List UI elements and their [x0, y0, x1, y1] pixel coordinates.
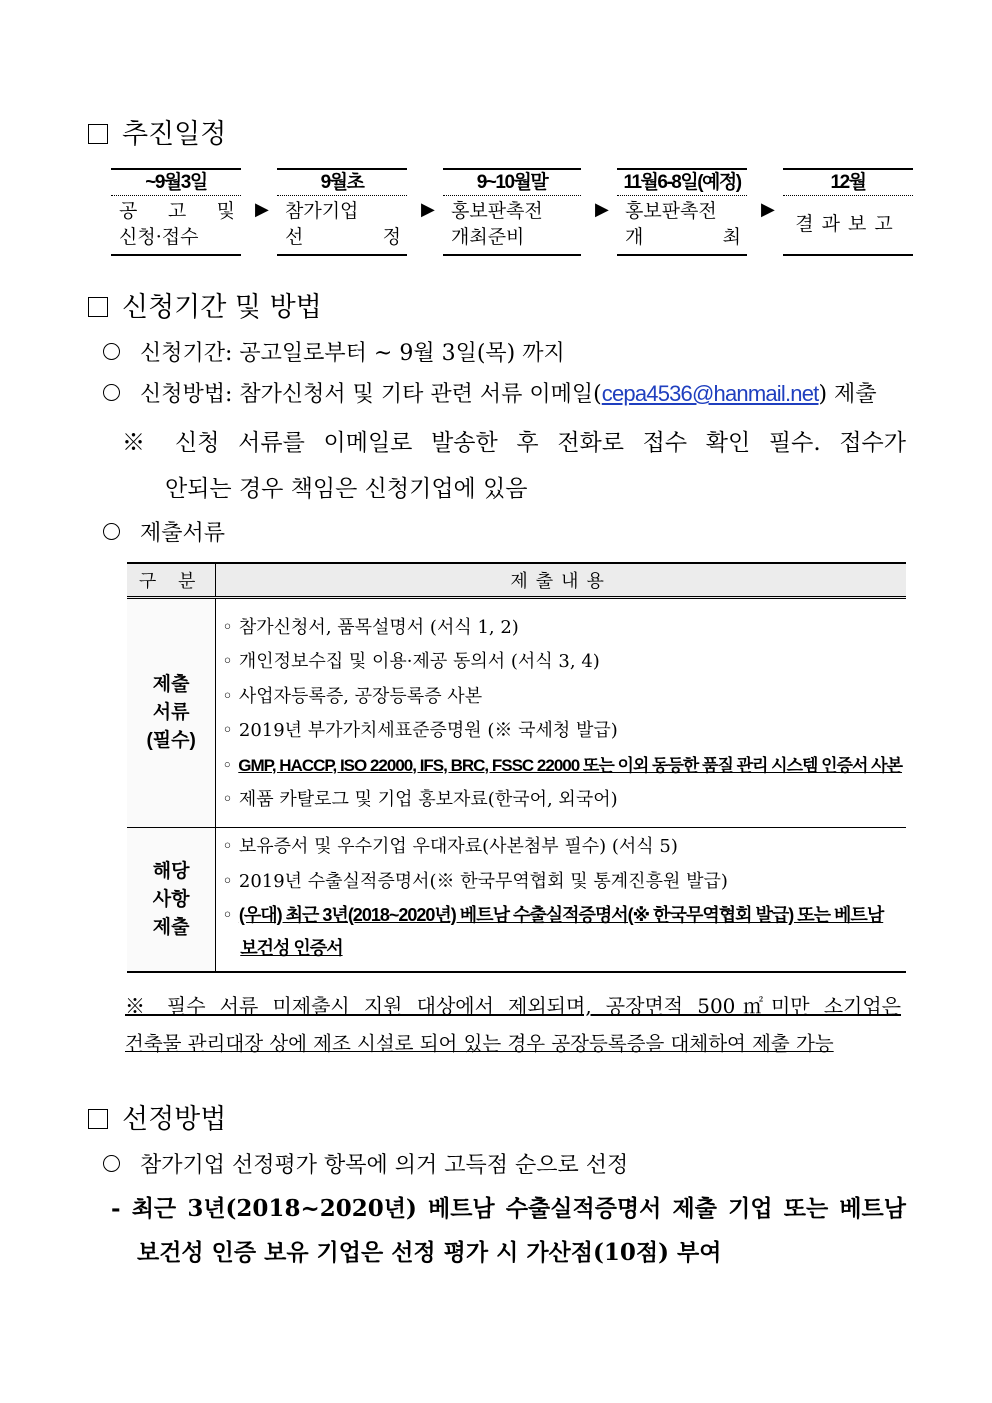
schedule-step-desc: 홍보판촉전 개최준비	[451, 200, 543, 248]
arrow-right-icon: ▶	[761, 199, 775, 220]
docs-heading: 제출서류	[103, 516, 225, 547]
list-item: ◦ 제품 카탈로그 및 기업 홍보자료(한국어, 외국어)	[222, 789, 618, 810]
circle-bullet-icon	[103, 343, 120, 360]
arrow-right-icon: ▶	[255, 199, 269, 220]
list-item: ◦ 사업자등록증, 공장등록증 사본	[222, 685, 483, 707]
schedule-step-date: 11월6-8일(예정)	[617, 170, 747, 196]
schedule-step-desc: 결과보고	[795, 213, 901, 235]
selection-sub-line2: 보건성 인증 보유 기업은 선정 평가 시 가산점(10점) 부여	[137, 1239, 722, 1266]
section-apply-heading: 신청기간 및 방법	[88, 285, 322, 324]
schedule-step-1	[111, 168, 241, 256]
list-item: ◦ 보유증서 및 우수기업 우대자료(사본첨부 필수) (서식 5)	[222, 836, 678, 857]
schedule-step-date: 9~10월말	[443, 170, 581, 196]
email-link[interactable]: cepa4536@hanmail.net	[601, 381, 819, 406]
schedule-step-desc: 공 고 및 신청·접수	[119, 200, 235, 248]
schedule-step-2	[277, 168, 407, 256]
selection-item: 참가기업 선정평가 항목에 의거 고득점 순으로 선정	[103, 1148, 628, 1179]
table-header-row	[127, 563, 906, 598]
schedule-step-desc: 참가기업 선 정	[285, 200, 401, 248]
schedule-step-5	[783, 168, 913, 256]
selection-sub-line1: - 최근 3년(2018~2020년) 베트남 수출실적증명서 제출 기업 또는 베트남	[111, 1195, 906, 1222]
checkbox-square-icon	[88, 297, 108, 317]
schedule-step-desc: 홍보판촉전 개 최	[625, 200, 741, 248]
circle-bullet-icon	[103, 1155, 120, 1172]
list-item: ◦ (우대) 최근 3년(2018~2020년) 베트남 수출실적증명서(※ 한국무역협회 발급) 또는 베트남 보건성 인증서	[222, 905, 884, 958]
section-selection-heading: 선정방법	[88, 1097, 226, 1136]
table-header-content: 제출내용	[216, 563, 906, 598]
note-line1: ※ 필수 서류 미제출시 지원 대상에서 제외되며, 공장면적 500㎡미만 소기업은	[125, 994, 901, 1018]
apply-note-line2: 안되는 경우 책임은 신청기업에 있음	[165, 476, 528, 502]
schedule-step-date: 12월	[783, 170, 913, 196]
list-item: ◦ 개인정보수집 및 이용·제공 동의서 (서식 3, 4)	[222, 651, 600, 672]
arrow-right-icon: ▶	[595, 199, 609, 220]
table-row-optional	[127, 828, 906, 973]
schedule-step-3	[443, 168, 581, 256]
category-optional: 해당 사항 제출	[127, 828, 216, 973]
list-item: ◦ 2019년 수출실적증명서(※ 한국무역협회 및 통계진흥원 발급)	[222, 870, 728, 892]
optional-items	[216, 828, 906, 973]
note-line2: 건축물 관리대장 상에 제조 시설로 되어 있는 경우 공장등록증을 대체하여 제출 가능	[125, 1032, 834, 1055]
schedule-step-date: 9월초	[277, 170, 407, 196]
apply-period: 신청기간: 공고일로부터 ~ 9월 3일(목) 까지	[103, 336, 565, 367]
schedule-step-date: ~9월3일	[111, 170, 241, 196]
checkbox-square-icon	[88, 1109, 108, 1129]
category-required: 제출 서류 (필수)	[127, 598, 216, 828]
apply-note-line1: ※ 신청 서류를 이메일로 발송한 후 전화로 접수 확인 필수. 접수가	[122, 430, 906, 456]
schedule-step-4	[617, 168, 747, 256]
table-header-category: 구 분	[127, 563, 216, 598]
circle-bullet-icon	[103, 523, 120, 540]
documents-table	[127, 562, 906, 973]
section-schedule-heading: 추진일정	[88, 112, 226, 151]
arrow-right-icon: ▶	[421, 199, 435, 220]
list-item: ◦ 2019년 부가가치세표준증명원 (※ 국세청 발급)	[222, 720, 618, 741]
list-item: ◦ 참가신청서, 품목설명서 (서식 1, 2)	[222, 616, 519, 638]
apply-method: 신청방법: 참가신청서 및 기타 관련 서류 이메일(cepa4536@hanmail.net) 제출	[103, 377, 877, 408]
required-items	[216, 598, 906, 828]
checkbox-square-icon	[88, 124, 108, 144]
circle-bullet-icon	[103, 384, 120, 401]
table-row-required	[127, 598, 906, 828]
list-item: ◦ GMP, HACCP, ISO 22000, IFS, BRC, FSSC 22000 또는 이외 동등한 품질 관리 시스템 인증서 사본	[222, 755, 902, 776]
